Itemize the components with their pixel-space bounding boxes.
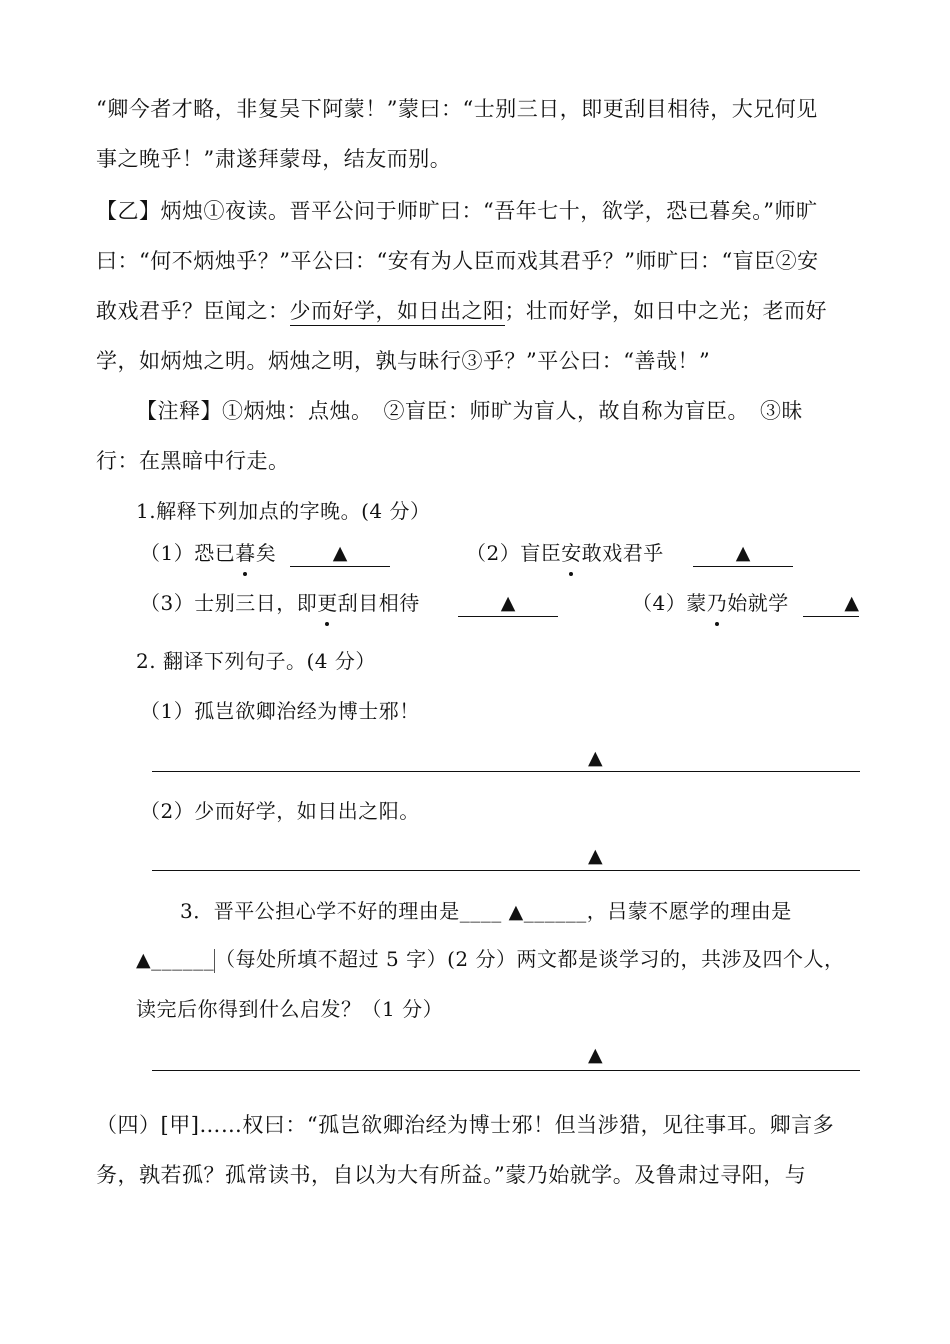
answer-triangle-icon: ▲ bbox=[500, 592, 516, 614]
q2-stem: 2. 翻译下列句子。(4 分） bbox=[136, 649, 376, 673]
q1-item-4-post: 始就学 bbox=[727, 591, 789, 615]
q3-line-1 bbox=[180, 896, 792, 927]
underlined-sentence: 少而好学，如日出之阳 bbox=[290, 299, 505, 326]
passage-jia-line-1: “卿今者才略，非复吴下阿蒙！”蒙曰：“士别三日，即更刮目相待，大兄何见 bbox=[96, 97, 818, 121]
q1-item-3 bbox=[140, 588, 420, 618]
q3-part-3: ______ bbox=[151, 947, 215, 971]
q1-item-3-num: （3） bbox=[140, 591, 195, 615]
section4-line-1: （四）[甲]……权曰：“孤岂欲卿治经为博士邪！但当涉猎，见往事耳。卿言多 bbox=[96, 1113, 835, 1137]
answer-triangle-icon: ▲ bbox=[735, 542, 751, 564]
passage-yi-line-2: 曰：“何不炳烛乎？”平公曰：“安有为人臣而戏其君乎？”师旷曰：“盲臣②安 bbox=[96, 249, 819, 273]
q3-answer-line[interactable] bbox=[152, 1070, 860, 1071]
q3-part-4: （每处所填不超过 5 字）(2 分）两文都是谈学习的，共涉及四个人， bbox=[215, 947, 845, 971]
q1-item-1 bbox=[140, 538, 276, 568]
q1-item-2-num: （2） bbox=[466, 541, 521, 565]
q1-item-3-blank[interactable] bbox=[458, 590, 558, 617]
q1-item-1-dotted: 暮 bbox=[235, 538, 256, 568]
q1-item-2-dotted: 安 bbox=[561, 538, 582, 568]
answer-triangle-icon: ▲ bbox=[136, 949, 152, 971]
q1-item-1-num: （1） bbox=[140, 541, 195, 565]
q1-item-4 bbox=[632, 588, 789, 618]
answer-triangle-icon: ▲ bbox=[588, 1044, 603, 1066]
q1-item-3-post: 刮目相待 bbox=[337, 591, 420, 615]
answer-triangle-icon: ▲ bbox=[588, 747, 603, 769]
q1-item-1-pre: 恐已 bbox=[194, 541, 236, 565]
answer-triangle-icon: ▲ bbox=[508, 901, 524, 923]
q3-part-2: ______，吕蒙不愿学的理由是 bbox=[523, 899, 792, 923]
passage-jia-line-2: 事之晚乎！”肃遂拜蒙母，结友而别。 bbox=[96, 147, 452, 171]
answer-triangle-icon: ▲ bbox=[844, 592, 859, 614]
q2-sentence-2: （2）少而好学，如日出之阳。 bbox=[140, 799, 420, 823]
passage-yi-line-3 bbox=[96, 296, 827, 326]
section4-line-2: 务，孰若孤？孤常读书，自以为大有所益。”蒙乃始就学。及鲁肃过寻阳，与 bbox=[96, 1163, 807, 1187]
q2-sentence-1: （1）孤岂欲卿治经为博士邪！ bbox=[140, 699, 420, 723]
q1-item-2-post: 敢戏君乎 bbox=[581, 541, 664, 565]
q1-item-2 bbox=[466, 538, 664, 568]
q3-part-1: 3．晋平公担心学不好的理由是____ bbox=[180, 899, 502, 923]
q1-item-3-pre: 士别三日，即 bbox=[194, 591, 318, 615]
q1-item-4-blank[interactable] bbox=[803, 590, 859, 617]
q2-answer-line-1[interactable] bbox=[152, 771, 860, 772]
notes-line-2: 行：在黑暗中行走。 bbox=[96, 449, 290, 473]
passage-yi-line-4: 学，如炳烛之明。炳烛之明，孰与昧行③乎？”平公曰：“善哉！” bbox=[96, 349, 711, 373]
q1-item-2-pre: 盲臣 bbox=[520, 541, 562, 565]
passage-yi-line-3-post: ；壮而好学，如日中之光；老而好 bbox=[504, 299, 827, 323]
answer-triangle-icon: ▲ bbox=[588, 845, 603, 867]
notes-line-1: 【注释】①炳烛：点烛。 ②盲臣：师旷为盲人，故自称为盲臣。 ③昧 bbox=[136, 399, 803, 423]
q1-item-4-pre: 蒙 bbox=[686, 591, 707, 615]
passage-yi-line-1: 【乙】炳烛①夜读。晋平公问于师旷曰：“吾年七十，欲学，恐已暮矣。”师旷 bbox=[96, 199, 818, 223]
q3-line-2 bbox=[136, 944, 844, 975]
q3-line-3: 读完后你得到什么启发？（1 分） bbox=[136, 997, 444, 1021]
answer-triangle-icon: ▲ bbox=[332, 542, 348, 564]
q1-item-4-dotted: 乃 bbox=[707, 588, 728, 618]
q1-item-2-blank[interactable] bbox=[693, 540, 793, 567]
q2-answer-line-2[interactable] bbox=[152, 870, 860, 871]
q1-item-4-num: （4） bbox=[632, 591, 687, 615]
q1-item-1-post: 矣 bbox=[255, 541, 277, 565]
q1-stem: 1.解释下列加点的字晚。(4 分） bbox=[136, 499, 431, 523]
passage-yi-line-3-pre: 敢戏君乎？臣闻之： bbox=[96, 299, 290, 323]
q1-item-3-dotted: 更 bbox=[317, 588, 338, 618]
q1-item-1-blank[interactable] bbox=[290, 540, 390, 567]
